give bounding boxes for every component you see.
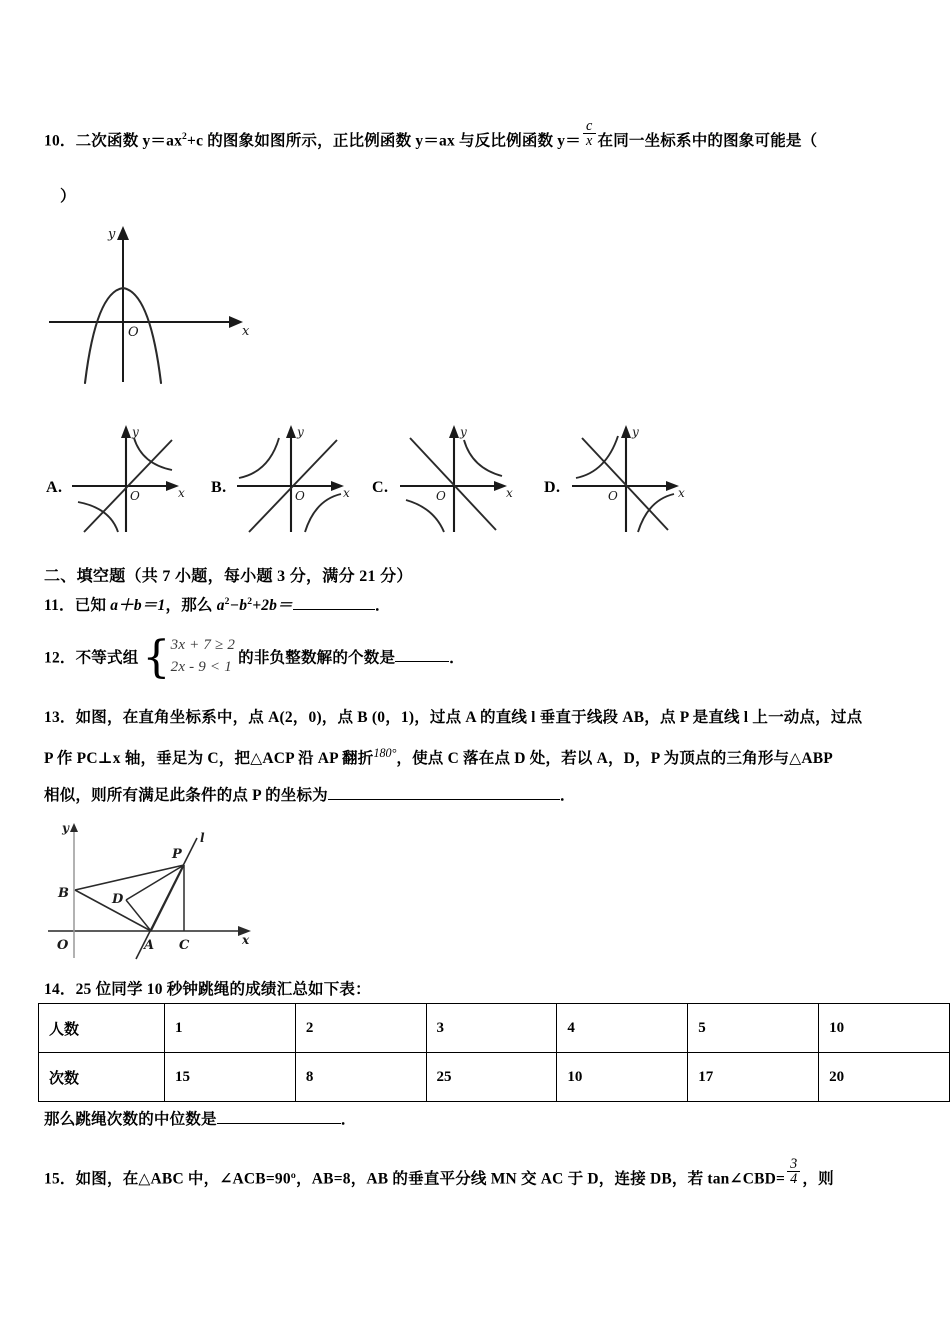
- q13-period: ．: [559, 787, 576, 804]
- q11-answer-blank[interactable]: [293, 594, 375, 610]
- row-header-count: 次数: [39, 1053, 165, 1102]
- option-a-figure[interactable]: [68, 420, 190, 536]
- q14-period: ．: [340, 1111, 357, 1128]
- q13-answer-blank[interactable]: [328, 784, 560, 800]
- q13-line2-b: ，使点 C 落在点 D 处，若以 A，D，P 为顶点的三角形与△ABP: [396, 750, 833, 768]
- q13-number: 13．: [44, 709, 76, 726]
- cell-people-1: 1: [165, 1004, 296, 1053]
- cell-count-4: 10: [557, 1053, 688, 1102]
- q12-inequality-1: 3x + 7 ≥ 2: [170, 637, 236, 653]
- q12-text-a: 不等式组: [75, 649, 139, 667]
- cell-count-1: 15: [165, 1053, 296, 1102]
- q12-inequality-system: [142, 632, 236, 684]
- cell-people-2: 2: [295, 1004, 426, 1053]
- q10-exponent: 2: [182, 131, 188, 143]
- q11-text-b: ，那么: [165, 597, 217, 614]
- svg-text:x: x: [678, 486, 685, 500]
- table-row: [39, 1053, 950, 1102]
- svg-text:B: B: [58, 886, 69, 901]
- q10-number: 10．: [44, 132, 76, 150]
- option-a-label[interactable]: A.: [46, 479, 63, 496]
- q11-period: ．: [374, 597, 391, 614]
- cell-people-5: 5: [688, 1004, 819, 1053]
- section-2-heading: 二、填空题（共 7 小题，每小题 3 分，满分 21 分）: [44, 568, 413, 585]
- cell-people-3: 3: [426, 1004, 557, 1053]
- row-header-people: 人数: [39, 1004, 165, 1053]
- question-12: [44, 632, 465, 684]
- q11-vars: a＋b＝1: [110, 597, 166, 614]
- svg-text:A: A: [144, 938, 155, 953]
- cell-count-3: 25: [426, 1053, 557, 1102]
- q13-geometry-figure: [44, 818, 259, 963]
- q11-expr-c: +2b＝: [252, 597, 293, 614]
- question-13-line-3: [44, 781, 576, 811]
- svg-text:y: y: [460, 425, 467, 439]
- svg-text:l: l: [200, 831, 205, 845]
- svg-text:O: O: [130, 489, 140, 503]
- cell-count-6: 20: [819, 1053, 950, 1102]
- q11-expr-a: a: [216, 597, 225, 614]
- svg-text:D: D: [112, 892, 124, 907]
- svg-text:y: y: [108, 227, 116, 242]
- svg-text:C: C: [179, 938, 190, 953]
- q11-expr-b: −b: [229, 597, 248, 614]
- q11-exponent-b: 2: [247, 595, 253, 607]
- q15-text-a: 如图，在△ABC 中，∠ACB=90º，AB=8，AB 的垂直平分线 MN 交 AC 于 D，连接 DB，若 tan∠CBD=: [75, 1170, 786, 1188]
- svg-text:P: P: [172, 847, 182, 862]
- q10-text-a: 二次函数 y＝ax: [75, 132, 183, 150]
- cell-people-4: 4: [557, 1004, 688, 1053]
- svg-text:O: O: [608, 489, 618, 503]
- q15-fraction-3-over-4: [787, 1157, 800, 1187]
- q13-line2-a: P 作 PC⊥x 轴，垂足为 C，把△ACP 沿 AP 翻折: [44, 750, 374, 768]
- question-11: [44, 591, 391, 621]
- q13-line3: 相似，则所有满足此条件的点 P 的坐标为: [44, 787, 328, 804]
- q11-text-a: 已知: [74, 597, 111, 614]
- option-d-figure[interactable]: [568, 420, 690, 536]
- q11-exponent-a: 2: [224, 595, 230, 607]
- q10-text-c: 在同一坐标系中的图象可能是（: [597, 132, 818, 150]
- svg-text:x: x: [242, 324, 250, 339]
- option-c-label[interactable]: C.: [372, 479, 389, 496]
- q12-period: ．: [449, 649, 465, 667]
- q12-number: 12．: [44, 649, 76, 667]
- q14-number: 14．: [44, 981, 76, 998]
- svg-text:x: x: [242, 933, 250, 947]
- question-13-line-2: [44, 742, 833, 774]
- svg-text:O: O: [57, 938, 69, 953]
- q15-number: 15．: [44, 1170, 76, 1188]
- q13-line1: 如图，在直角坐标系中，点 A(2，0)，点 B (0，1)，过点 A 的直线 l 垂直于线段 AB，点 P 是直线 l 上一动点，过点: [75, 709, 863, 726]
- q10-fraction-denominator: x: [583, 133, 596, 148]
- option-b-figure[interactable]: [233, 420, 355, 536]
- svg-text:y: y: [297, 425, 304, 439]
- svg-text:y: y: [132, 425, 139, 439]
- question-13-line-1: [44, 703, 862, 733]
- q10-close-paren: ）: [60, 188, 76, 205]
- cell-count-2: 8: [295, 1053, 426, 1102]
- q15-text-b: ，则: [802, 1170, 834, 1188]
- svg-text:O: O: [128, 325, 139, 340]
- svg-text:O: O: [436, 489, 446, 503]
- option-c-figure[interactable]: [396, 420, 518, 536]
- svg-text:y: y: [62, 821, 69, 835]
- cell-people-6: 10: [819, 1004, 950, 1053]
- table-row: [39, 1004, 950, 1053]
- question-14-after: [44, 1105, 356, 1135]
- q12-text-b: 的非负整数解的个数是: [238, 649, 396, 667]
- q12-system-lines: [171, 635, 236, 679]
- question-14-stem: [44, 975, 371, 1005]
- q10-fraction-c-over-x: [583, 119, 596, 149]
- q14-text: 25 位同学 10 秒钟跳绳的成绩汇总如下表：: [75, 981, 371, 998]
- svg-text:y: y: [632, 425, 639, 439]
- q14-answer-blank[interactable]: [217, 1108, 341, 1124]
- q10-parabola-figure: [44, 222, 259, 397]
- option-d-label[interactable]: D.: [544, 479, 561, 496]
- q12-inequality-2: 2x - 9 < 1: [170, 658, 232, 675]
- q14-after-text: 那么跳绳次数的中位数是: [44, 1111, 217, 1128]
- q13-fold-degrees: 180°: [373, 746, 397, 760]
- svg-text:x: x: [343, 486, 350, 500]
- question-15: [44, 1155, 834, 1195]
- cell-count-5: 17: [688, 1053, 819, 1102]
- q11-number: 11．: [44, 597, 75, 614]
- svg-text:O: O: [295, 489, 305, 503]
- question-10-stem: [44, 117, 924, 157]
- q15-fraction-numerator: 3: [790, 1155, 798, 1172]
- q15-fraction-denominator: 4: [787, 1171, 800, 1186]
- jump-rope-data-table: [38, 1003, 950, 1102]
- svg-text:x: x: [506, 486, 513, 500]
- svg-text:x: x: [178, 486, 185, 500]
- q12-answer-blank[interactable]: [395, 647, 449, 663]
- option-b-label[interactable]: B.: [211, 479, 227, 496]
- brace-icon: {: [142, 632, 171, 684]
- q10-text-b: +c 的图象如图所示，正比例函数 y＝ax 与反比例函数 y＝: [187, 132, 581, 150]
- q10-fraction-numerator: c: [585, 117, 593, 134]
